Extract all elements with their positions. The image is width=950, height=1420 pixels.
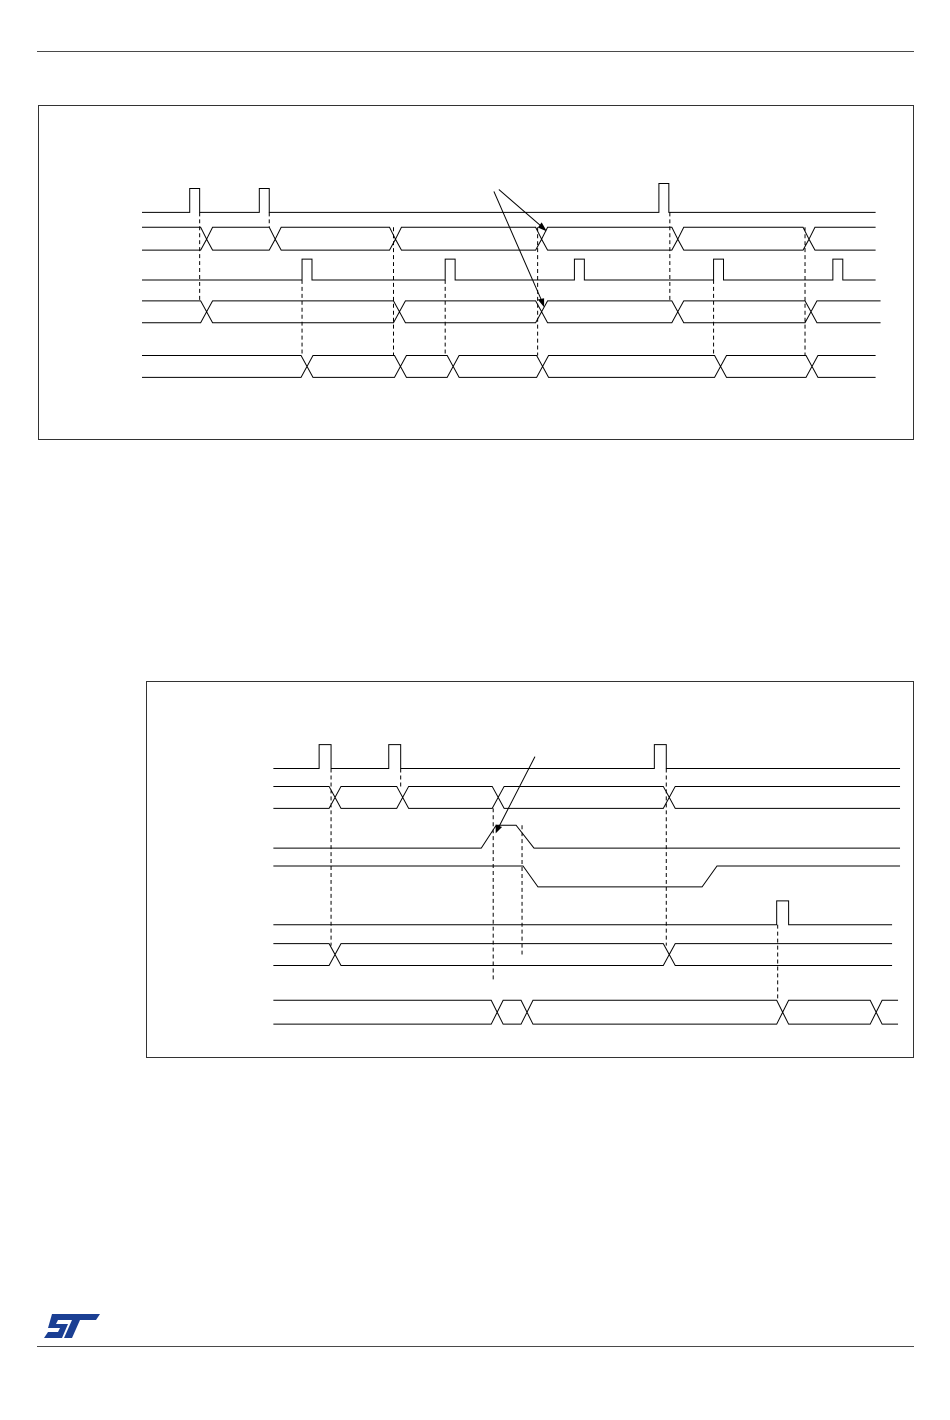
timing-diagram-2-canvas — [147, 682, 913, 1057]
fig2-bus-3-upper — [273, 1000, 898, 1012]
timing-diagram-1 — [38, 105, 914, 440]
fig2-pulse-signal-1 — [273, 745, 900, 769]
timing-diagram-1-canvas — [39, 106, 913, 439]
header-rule — [37, 51, 914, 52]
fig2-level-signal-1 — [273, 825, 900, 848]
fig2-bus-1-upper — [273, 786, 900, 797]
fig1-pulse-signal-2 — [142, 259, 876, 280]
fig2-bus-2-lower — [273, 955, 892, 966]
fig1-bus-1-lower — [142, 239, 876, 250]
fig1-bus-2-lower — [142, 312, 881, 323]
fig2-bus-2-upper — [273, 944, 892, 955]
st-logo-icon — [44, 1312, 100, 1340]
fig2-level-signal-2 — [273, 866, 900, 887]
fig2-bus-3-lower — [273, 1012, 898, 1024]
fig1-bus-2-upper — [142, 301, 881, 312]
fig1-bus-1-upper — [142, 227, 876, 239]
fig1-bus-3-upper — [142, 356, 876, 367]
footer-rule — [37, 1346, 914, 1347]
fig1-bus-3-lower — [142, 366, 876, 377]
fig2-pulse-signal-2 — [273, 901, 892, 925]
timing-diagram-2 — [146, 681, 914, 1058]
fig2-bus-1-lower — [273, 797, 900, 808]
